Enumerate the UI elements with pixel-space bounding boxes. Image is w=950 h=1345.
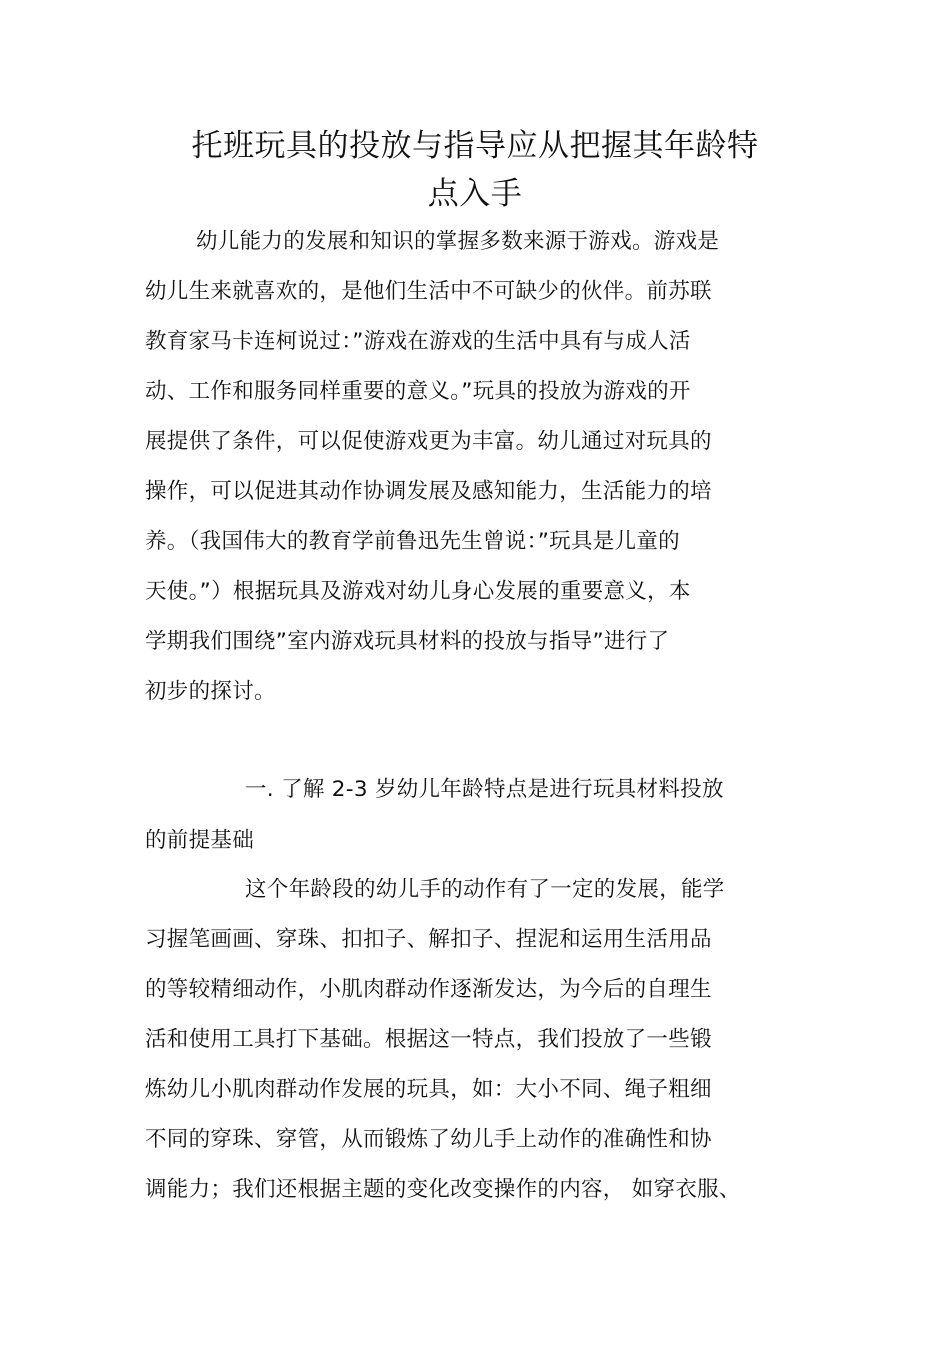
- paragraph-2-line-7: 调能力；我们还根据主题的变化改变操作的内容， 如穿衣服、: [145, 1177, 741, 1202]
- paragraph-1-line-2: 幼儿生来就喜欢的，是他们生活中不可缺少的伙伴。前苏联: [145, 279, 712, 304]
- paragraph-1-line-7: 养。（我国伟大的教育学前鲁迅先生曾说：”玩具是儿童的: [145, 529, 680, 554]
- paragraph-1-line-4: 动、工作和服务同样重要的意义。”玩具的投放为游戏的开: [145, 379, 691, 404]
- section-heading-1-line-1: 一. 了解 2-3 岁幼儿年龄特点是进行玩具材料投放: [245, 777, 724, 802]
- section-heading-1-line-2: 的前提基础: [145, 828, 255, 853]
- paragraph-2-line-2: 习握笔画画、穿珠、扣扣子、解扣子、捏泥和运用生活用品: [145, 927, 712, 952]
- document-title-line-1: 托班玩具的投放与指导应从把握其年龄特: [191, 128, 759, 164]
- paragraph-1-line-8: 天使。”）根据玩具及游戏对幼儿身心发展的重要意义，本: [145, 579, 691, 604]
- paragraph-1-line-6: 操作，可以促进其动作协调发展及感知能力，生活能力的培: [145, 479, 712, 504]
- paragraph-2-line-1: 这个年龄段的幼儿手的动作有了一定的发展，能学: [245, 877, 725, 902]
- document-title-line-2: 点入手: [427, 176, 523, 212]
- paragraph-1-line-9: 学期我们围绕”室内游戏玩具材料的投放与指导”进行了: [145, 629, 670, 654]
- paragraph-2-line-6: 不同的穿珠、穿管，从而锻炼了幼儿手上动作的准确性和协: [145, 1127, 712, 1152]
- paragraph-2-line-4: 活和使用工具打下基础。根据这一特点，我们投放了一些锻: [145, 1027, 712, 1052]
- paragraph-2-line-5: 炼幼儿小肌肉群动作发展的玩具，如：大小不同、绳子粗细: [145, 1077, 712, 1102]
- paragraph-1-line-10: 初步的探讨。: [145, 679, 276, 704]
- paragraph-1-line-3: 教育家马卡连柯说过：”游戏在游戏的生活中具有与成人活: [145, 329, 691, 354]
- paragraph-1-line-5: 展提供了条件，可以促使游戏更为丰富。幼儿通过对玩具的: [145, 429, 712, 454]
- paragraph-2-line-3: 的等较精细动作，小肌肉群动作逐渐发达，为今后的自理生: [145, 977, 712, 1002]
- paragraph-1-line-1: 幼儿能力的发展和知识的掌握多数来源于游戏。游戏是: [196, 229, 720, 254]
